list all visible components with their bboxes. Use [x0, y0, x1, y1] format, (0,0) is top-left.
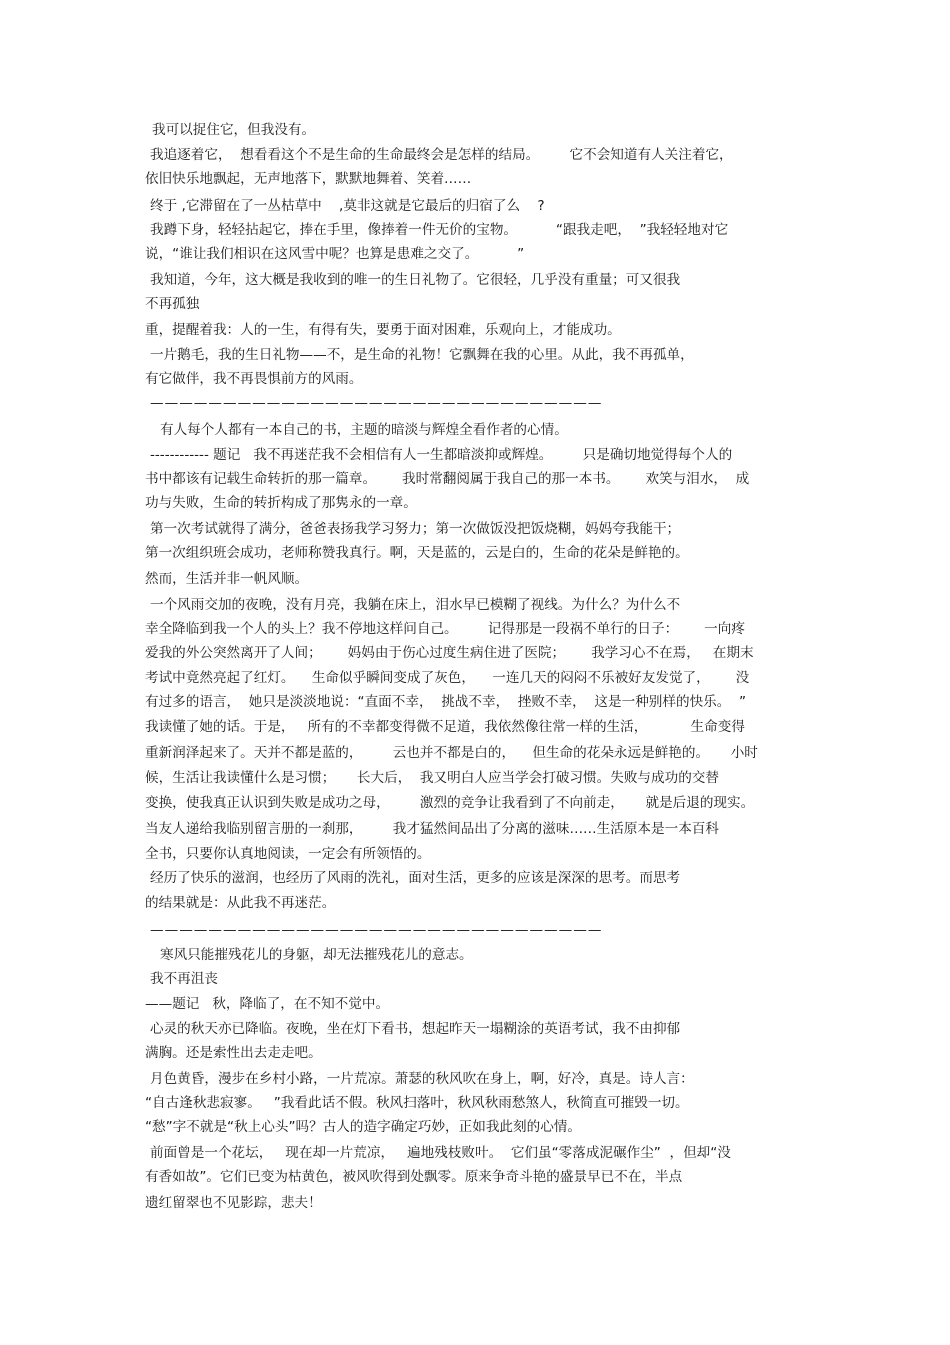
text-line: 第一次组织班会成功，老师称赞我真行。啊，天是蓝的，云是白的，生命的花朵是鲜艳的。 [145, 545, 689, 561]
text-line: 前面曾是一个花坛， 现在却一片荒凉， 遍地残枝败叶。 它们虽“零落成泥碾作尘” ，但却“没 [150, 1145, 731, 1161]
text-line: 我读懂了她的话。于是， 所有的不幸都变得微不足道，我依然像往常一样的生活， 生命变得 [145, 719, 745, 735]
text-line: 全书，只要你认真地阅读，一定会有所领悟的。 [145, 846, 431, 862]
text-line: 我知道，今年，这大概是我收到的唯一的生日礼物了。它很轻，几乎没有重量；可又很我 [150, 272, 681, 288]
text-line: 说，“谁让我们相识在这风雪中呢？也算是患难之交了。 ” [145, 246, 525, 262]
text-line: 然而，生活并非一帆风顺。 [145, 571, 309, 587]
text-line: 我蹲下身，轻轻拈起它，捧在手里，像捧着一件无价的宝物。 “跟我走吧， ”我轻轻地对它 [150, 222, 729, 238]
text-line: 有人每个人都有一本自己的书，主题的暗淡与辉煌全看作者的心情。 [160, 422, 568, 438]
text-line: 一片鹅毛，我的生日礼物——不，是生命的礼物！它飘舞在我的心里。从此，我不再孤单， [150, 347, 694, 363]
text-line: 一个风雨交加的夜晚，没有月亮，我躺在床上，泪水早已模糊了视线。为什么？为什么不 [150, 597, 681, 613]
text-line: 考试中竟然亮起了红灯。 生命似乎瞬间变成了灰色， 一连几天的闷闷不乐被好友发觉了， 没 [145, 670, 750, 686]
text-line: 我不再沮丧 [150, 971, 218, 987]
text-line: 书中都该有记载生命转折的那一篇章。 我时常翻阅属于我自己的那一本书。 欢笑与泪水， 成 [145, 471, 750, 487]
text-line: 当友人递给我临别留言册的一刹那， 我才猛然间品出了分离的滋味……生活原本是一本百科 [145, 821, 719, 837]
text-line: 有香如故”。它们已变为枯黄色，被风吹得到处飘零。原来争奇斗艳的盛景早已不在，半点 [145, 1169, 683, 1185]
text-line: 经历了快乐的滋润，也经历了风雨的洗礼，面对生活，更多的应该是深深的思考。而思考 [150, 870, 681, 886]
text-line: ------------ 题记 我不再迷茫我不会相信有人一生都暗淡抑或辉煌。 只是确切地觉得每个人的 [150, 447, 733, 463]
text-line: 第一次考试就得了满分，爸爸表扬我学习努力；第一次做饭没把饭烧糊，妈妈夸我能干； [150, 521, 681, 537]
text-line: ——题记 秋，降临了，在不知不觉中。 [145, 996, 390, 1012]
text-line: 重新润泽起来了。天并不都是蓝的， 云也并不都是白的， 但生命的花朵永远是鲜艳的。 小时 [145, 745, 758, 761]
text-line: “愁”字不就是“秋上心头”吗？古人的造字确定巧妙，正如我此刻的心情。 [145, 1119, 581, 1135]
text-line: “自古逢秋悲寂寥。 ”我看此话不假。秋风扫落叶，秋风秋雨愁煞人，秋简直可摧毁一切。 [145, 1095, 689, 1111]
text-line: 月色黄昏，漫步在乡村小路，一片荒凉。萧瑟的秋风吹在身上，啊，好冷，真是。诗人言： [150, 1071, 694, 1087]
text-line: 重，提醒着我：人的一生，有得有失，要勇于面对困难，乐观向上，才能成功。 [145, 322, 621, 338]
text-line: 有过多的语言， 她只是淡淡地说：“直面不幸， 挑战不幸， 挫败不幸， 这是一种别样的快乐。 ” [145, 694, 747, 710]
text-line: 我追逐着它， 想看看这个不是生命的生命最终会是怎样的结局。 它不会知道有人关注着它， [150, 147, 733, 163]
section-divider: ——————————————————————————————— [150, 395, 603, 411]
text-line: 候，生活让我读懂什么是习惯； 长大后， 我又明白人应当学会打破习惯。失败与成功的交替 [145, 770, 719, 786]
text-line: 功与失败，生命的转折构成了那隽永的一章。 [145, 495, 417, 511]
text-line: 不再孤独 [145, 296, 200, 312]
text-line: 心灵的秋天亦已降临。夜晚，坐在灯下看书，想起昨天一塌糊涂的英语考试，我不由抑郁 [150, 1021, 681, 1037]
text-line: 幸全降临到我一个人的头上？我不停地这样问自己。 记得那是一段祸不单行的日子： 一向疼 [145, 621, 745, 637]
text-line: 遗红留翠也不见影踪，悲夫！ [145, 1195, 322, 1211]
text-line: 变换，使我真正认识到失败是成功之母， 激烈的竞争让我看到了不向前走， 就是后退的现实。 [145, 795, 755, 811]
text-line: 寒风只能摧残花儿的身躯，却无法摧残花儿的意志。 [160, 947, 473, 963]
text-line: 依旧快乐地飘起，无声地落下，默默地舞着、笑着…… [145, 171, 472, 187]
text-line: 我可以捉住它，但我没有。 [152, 122, 316, 138]
text-line: 终于 ,它滞留在了一丛枯草中 ,莫非这就是它最后的归宿了么 ? [150, 198, 545, 214]
text-line: 的结果就是：从此我不再迷茫。 [145, 895, 336, 911]
text-line: 有它做伴，我不再畏惧前方的风雨。 [145, 371, 363, 387]
section-divider: ——————————————————————————————— [150, 922, 603, 938]
text-line: 满胸。还是索性出去走走吧。 [145, 1045, 322, 1061]
text-line: 爱我的外公突然离开了人间； 妈妈由于伤心过度生病住进了医院； 我学习心不在焉， 在期末 [145, 645, 754, 661]
